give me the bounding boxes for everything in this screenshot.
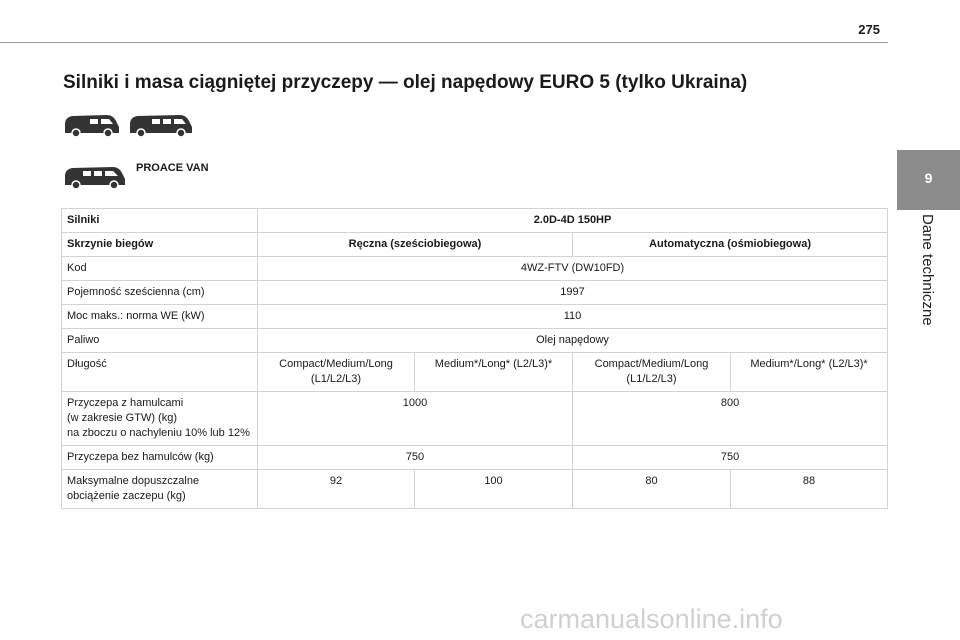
chapter-number: 9 <box>924 170 933 186</box>
table-row <box>62 329 888 353</box>
chapter-tab[interactable] <box>897 150 960 210</box>
table-row <box>62 446 888 470</box>
top-rule <box>0 42 888 43</box>
row-label: Przyczepa bez hamulców (kg) <box>62 446 258 470</box>
towbar-load-value: 88 <box>731 470 888 509</box>
unbraked-trailer-value: 750 <box>258 446 573 470</box>
gearbox-manual: Ręczna (sześciobiegowa) <box>258 233 573 257</box>
towbar-load-value: 80 <box>573 470 731 509</box>
engine-spec-table <box>61 208 888 509</box>
row-label: Paliwo <box>62 329 258 353</box>
length-value: Medium*/Long* (L2/L3)* <box>415 353 573 392</box>
page-title: Silniki i masa ciągniętej przyczepy — olej napędowy EURO 5 (tylko Ukraina) <box>63 72 748 93</box>
code-value: 4WZ-FTV (DW10FD) <box>258 257 888 281</box>
table-row <box>62 209 888 233</box>
van-icon <box>63 112 121 138</box>
length-value: Medium*/Long* (L2/L3)* <box>731 353 888 392</box>
row-label: Długość <box>62 353 258 392</box>
fuel-value: Olej napędowy <box>258 329 888 353</box>
page-number: 275 <box>858 22 880 37</box>
van-icon <box>128 112 194 138</box>
watermark: carmanualsonline.info <box>520 604 783 634</box>
vehicle-variant-label: PROACE VAN <box>136 162 209 174</box>
chapter-label: Dane techniczne <box>919 214 936 326</box>
table-row <box>62 305 888 329</box>
capacity-value: 1997 <box>258 281 888 305</box>
engine-value: 2.0D-4D 150HP <box>258 209 888 233</box>
row-label: Pojemność sześcienna (cm) <box>62 281 258 305</box>
table-row <box>62 353 888 392</box>
length-value: Compact/Medium/Long (L1/L2/L3) <box>573 353 731 392</box>
row-label: Skrzynie biegów <box>62 233 258 257</box>
table-row <box>62 281 888 305</box>
table-row <box>62 233 888 257</box>
unbraked-trailer-value: 750 <box>573 446 888 470</box>
braked-trailer-value: 800 <box>573 392 888 446</box>
table-row <box>62 392 888 446</box>
row-label: Silniki <box>62 209 258 233</box>
power-value: 110 <box>258 305 888 329</box>
row-label: Maksymalne dopuszczalne obciążenie zaczepu (kg) <box>62 470 258 509</box>
van-icon <box>63 164 127 190</box>
gearbox-automatic: Automatyczna (ośmiobiegowa) <box>573 233 888 257</box>
row-label: Kod <box>62 257 258 281</box>
table-row <box>62 470 888 509</box>
towbar-load-value: 100 <box>415 470 573 509</box>
row-label: Moc maks.: norma WE (kW) <box>62 305 258 329</box>
row-label: Przyczepa z hamulcami (w zakresie GTW) (kg) na zboczu o nachyleniu 10% lub 12% <box>62 392 258 446</box>
length-value: Compact/Medium/Long (L1/L2/L3) <box>258 353 415 392</box>
towbar-load-value: 92 <box>258 470 415 509</box>
braked-trailer-value: 1000 <box>258 392 573 446</box>
table-row <box>62 257 888 281</box>
